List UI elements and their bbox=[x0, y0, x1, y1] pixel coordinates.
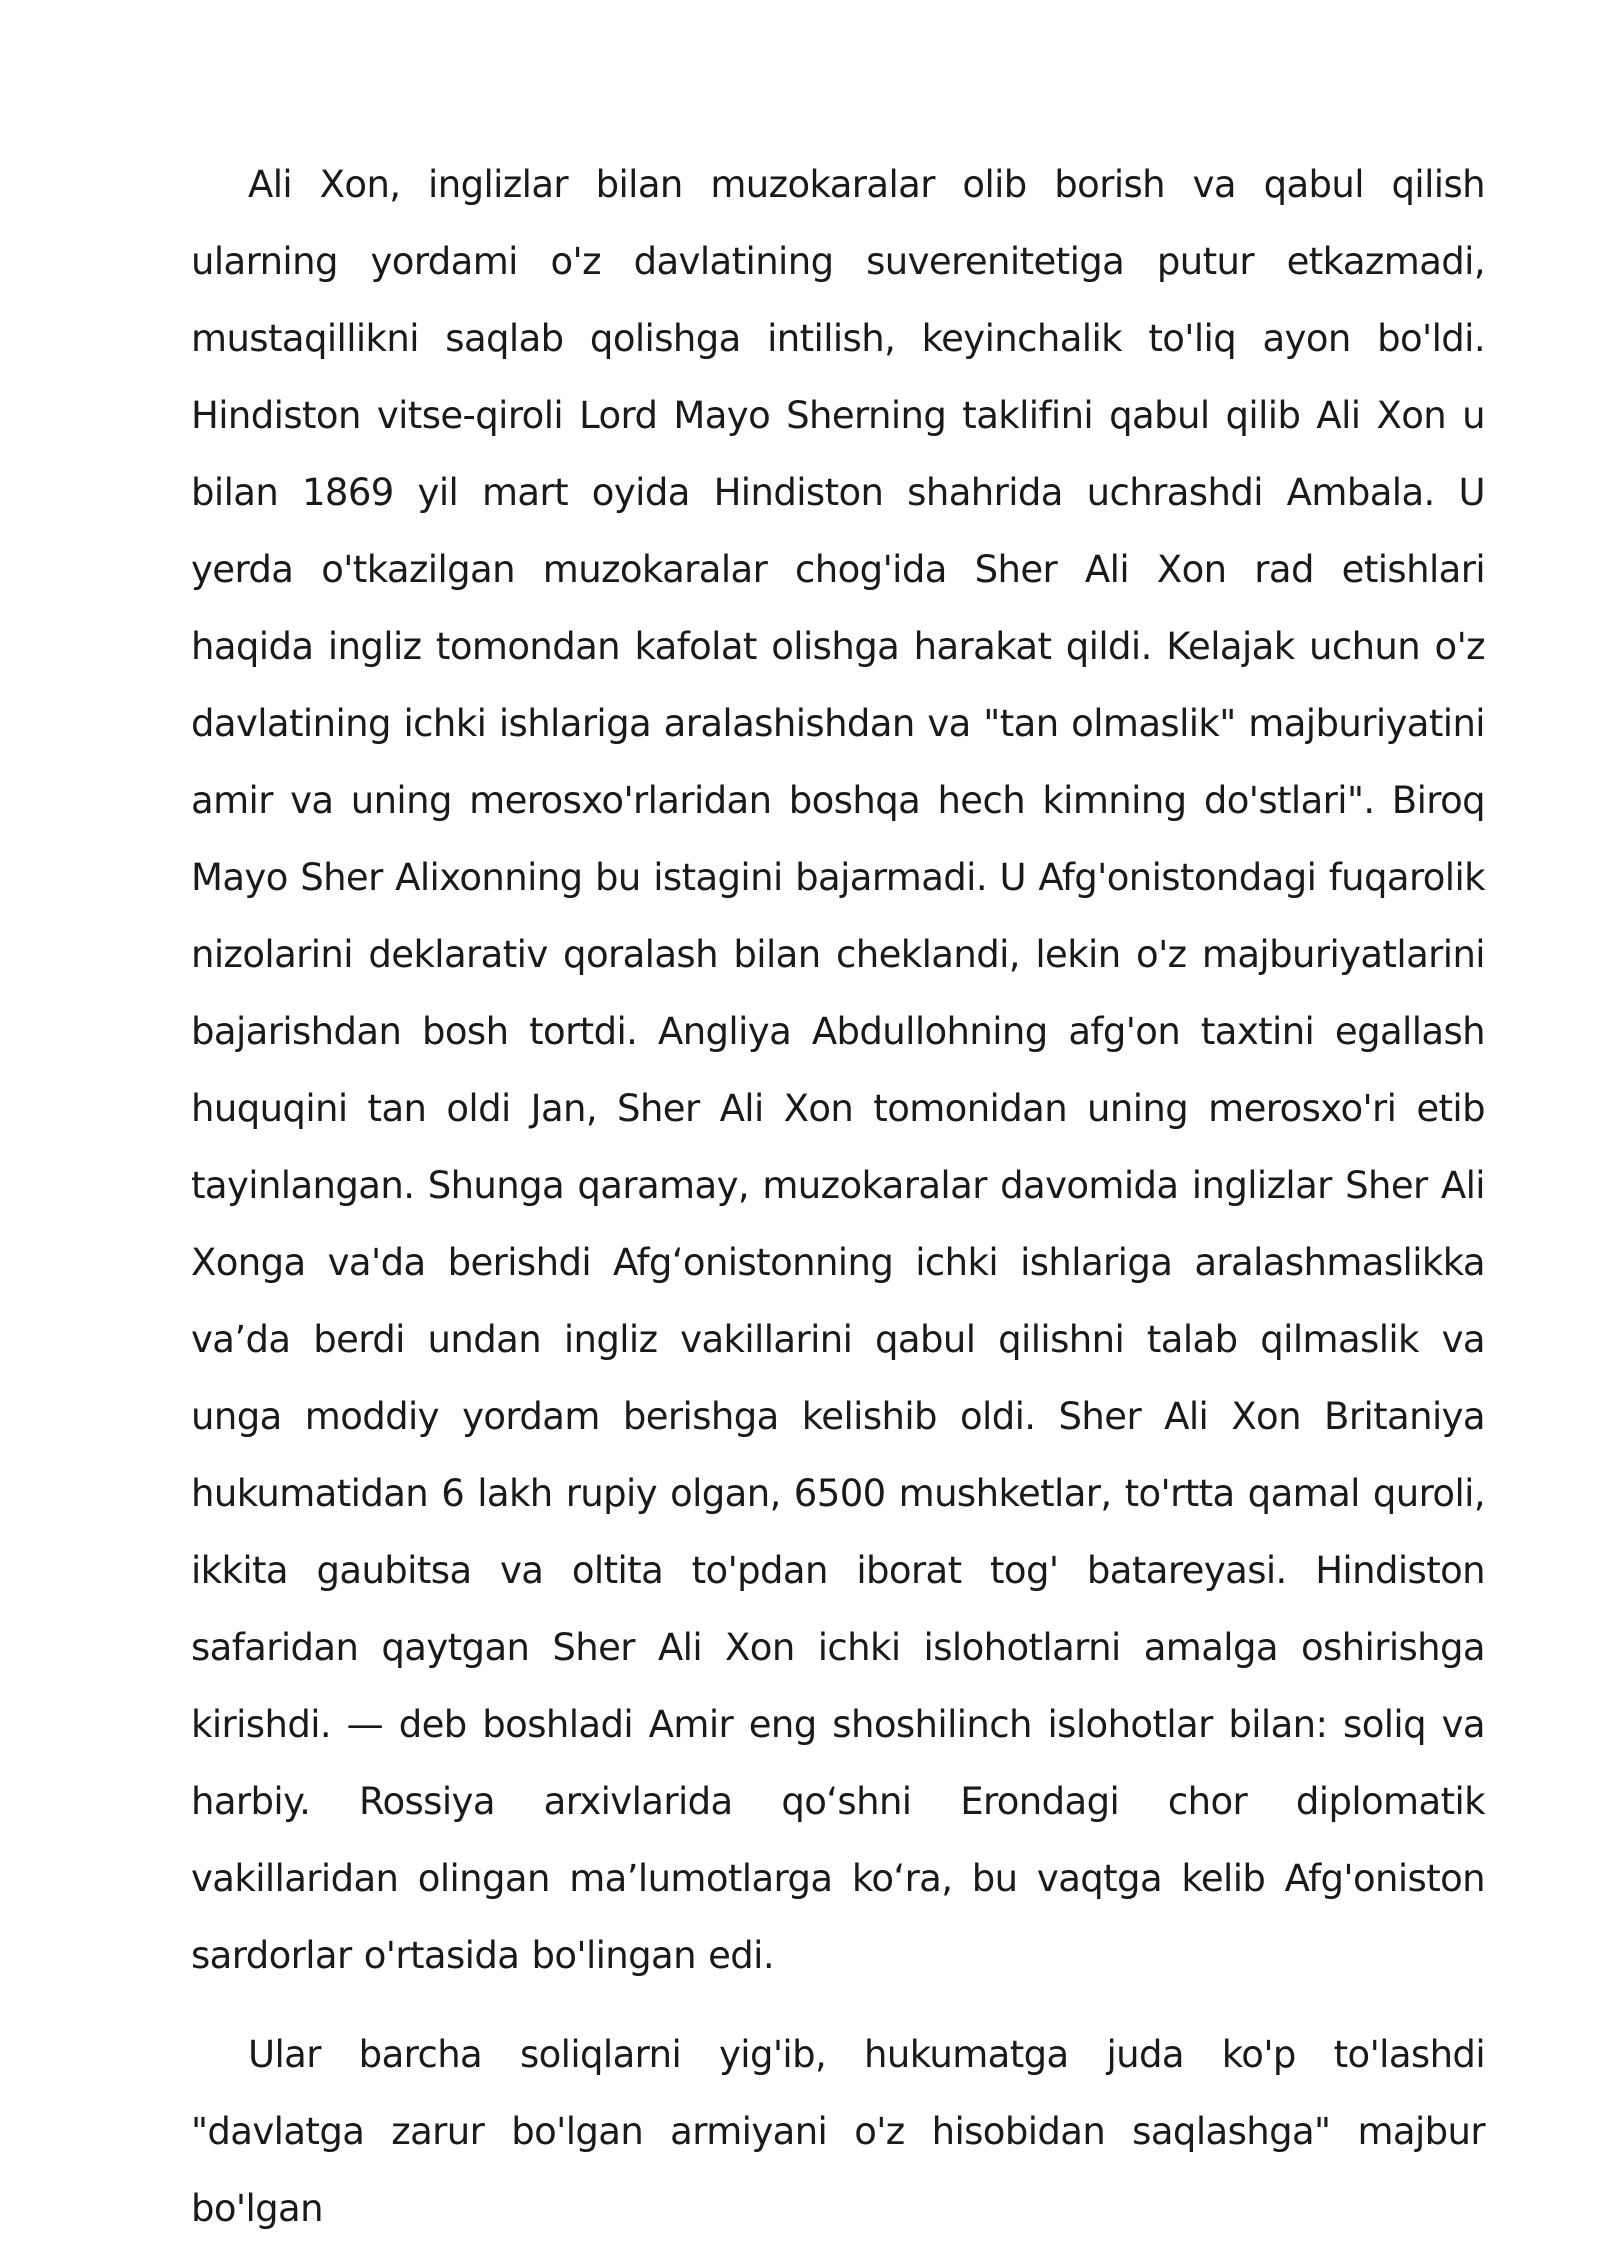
paragraph-1: Ali Xon, inglizlar bilan muzokaralar olib borish va qabul qilish ularning yordami o'z davlatining suverenitetiga putur etkazmadi, mustaqillikni saqlab qolishga intilish, keyinchalik to'liq ayon bo'ldi. Hindiston vitse-qiroli Lord Mayo Sherning taklifini qabul qilib Ali Xon u bilan 1869 yil mart oyida Hindiston shahrida uchrashdi Ambala. U yerda o'tkazilgan muzokaralar chog'ida Sher Ali Xon rad etishlari haqida ingliz tomondan kafolat olishga harakat qildi. Kelajak uchun o'z davlatining ichki ishlariga aralashishdan va "tan olmaslik" majburiyatini amir va uning merosxo'rlaridan boshqa hech kimning do'stlari". Biroq Mayo Sher Alixonning bu istagini bajarmadi. U Afg'onistondagi fuqarolik nizolarini deklarativ qoralash bilan cheklandi, lekin o'z majburiyatlarini bajarishdan bosh tortdi. Angliya Abdullohning afg'on taxtini egallash huquqini tan oldi Jan, Sher Ali Xon tomonidan uning merosxo'ri etib tayinlangan. Shunga qaramay, muzokaralar davomida inglizlar Sher Ali Xonga va'da berishdi Afg‘onistonning ichki ishlariga aralashmaslikka va’da berdi undan ingliz vakillarini qabul qilishni talab qilmaslik va unga moddiy yordam berishga kelishib oldi. Sher Ali Xon Britaniya hukumatidan 6 lakh rupiy olgan, 6500 mushketlar, to'rtta qamal quroli, ikkita gaubitsa va oltita to'pdan iborat tog' batareyasi. Hindiston safaridan qaytgan Sher Ali Xon ichki islohotlarni amalga oshirishga kirishdi. — deb boshladi Amir eng shoshilinch islohotlar bilan: soliq va harbiy. Rossiya arxivlarida qo‘shni Erondagi chor diplomatik vakillaridan olingan ma’lumotlarga ko‘ra, bu vaqtga kelib Afg'oniston sardorlar o'rtasida bo'lingan edi. bbox=[191, 163, 1485, 1977]
paragraph-2: Ular barcha soliqlarni yig'ib, hukumatga juda ko'p to'lashdi "davlatga zarur bo'lgan armiyani o'z hisobidan saqlashga" majbur bo'lgan bbox=[191, 2033, 1485, 2230]
document-body bbox=[191, 146, 1485, 2247]
